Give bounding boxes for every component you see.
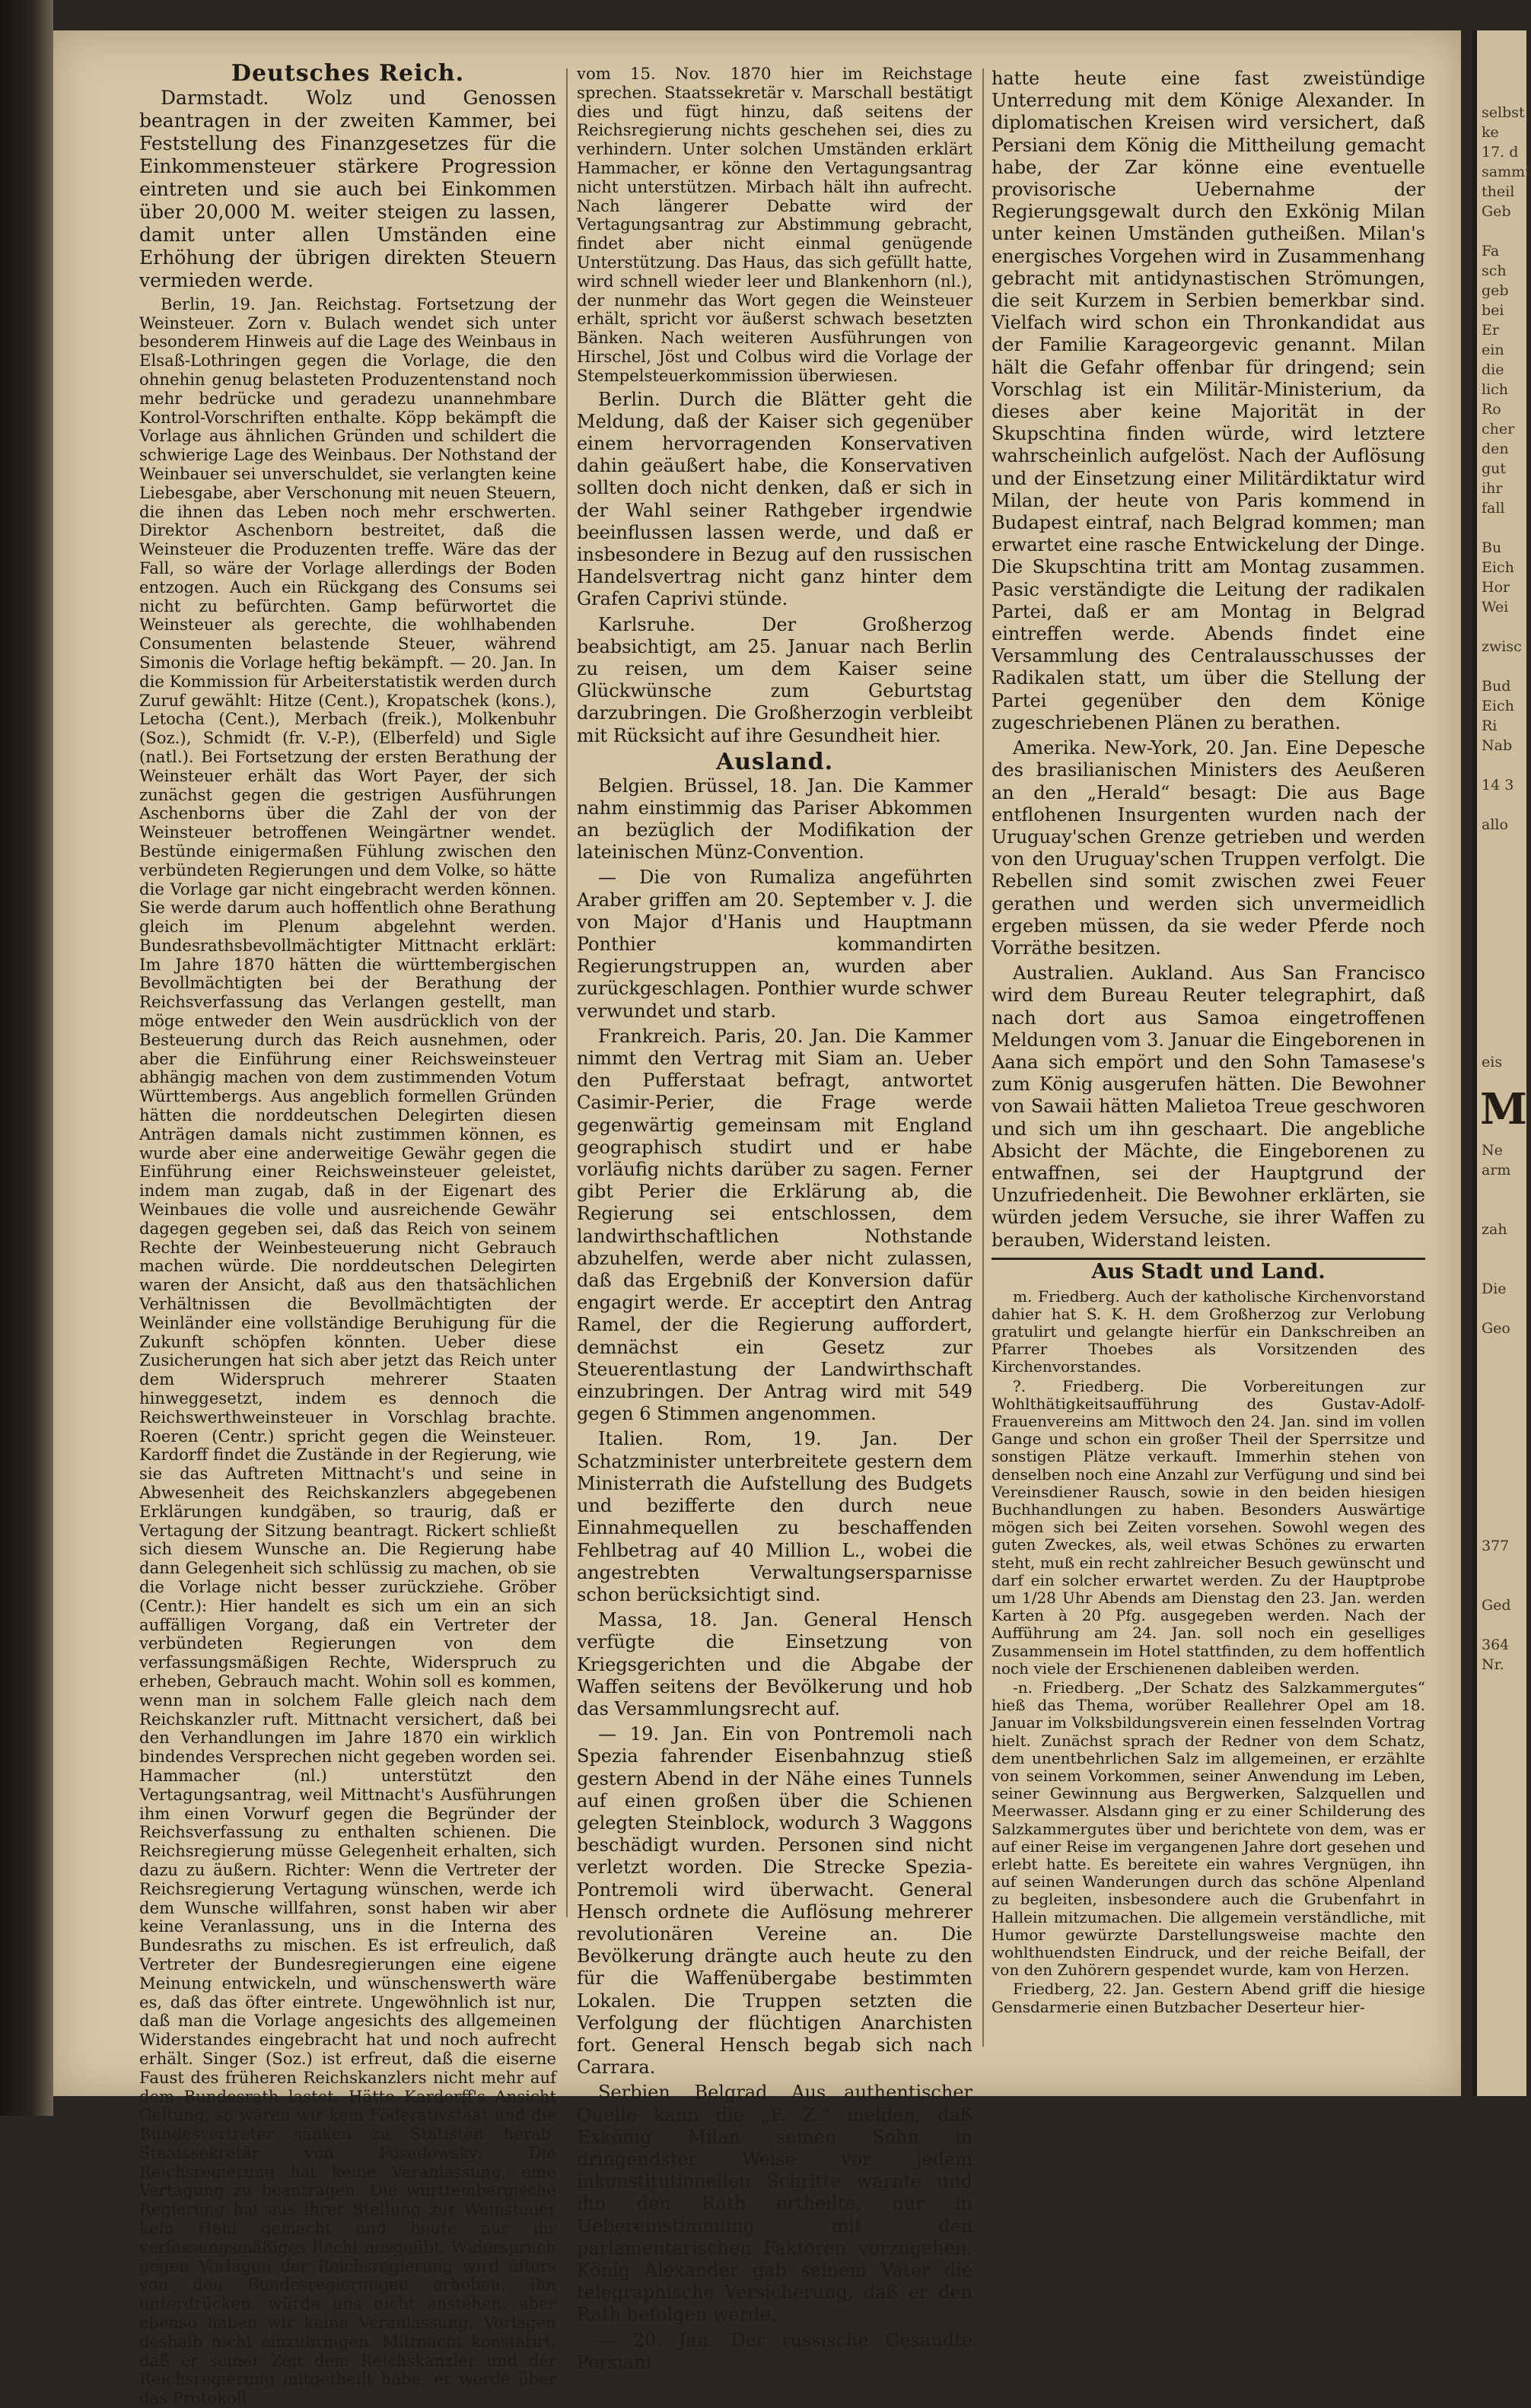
adjacent-page-fragment	[1482, 1615, 1526, 1635]
adjacent-page-fragment	[1482, 755, 1526, 775]
adjacent-page-large-letter: M	[1480, 1084, 1527, 1134]
adjacent-page-fragment: Die	[1482, 1280, 1507, 1297]
adjacent-page-fragment	[1482, 795, 1526, 815]
adjacent-page-fragment	[1482, 1338, 1526, 1358]
adjacent-page-fragment: cher	[1482, 421, 1515, 437]
adjacent-page-fragment	[1482, 1378, 1526, 1398]
adjacent-page-fragment: fall	[1482, 500, 1505, 517]
adjacent-page-fragment	[1482, 1457, 1526, 1477]
adjacent-page-fragment: zah	[1482, 1221, 1507, 1238]
adjacent-page-fragment	[1482, 1013, 1526, 1032]
adjacent-page-fragment: Eich	[1482, 559, 1514, 576]
adjacent-page-fragment: Hor	[1482, 579, 1510, 596]
column-1	[139, 60, 556, 2408]
adjacent-page-fragment	[1482, 1516, 1526, 1536]
local-item-wohltaetigkeit: ?. Friedberg. Die Vorbereitungen zur Wohlthätigkeitsaufführung des Gustav-Adolf-Frauenvereins am Mittwoch den 24. Jan. sind im vollen Gange und schon ein großer Theil der Sperrsitze und sonstigen Plätze verkauft. Immerhin stehen von denselben noch eine Anzahl zur Verfügung und sind bei Vereinsdiener Rausch, sowie in den beiden hiesigen Buchhandlungen zu haben. Besonders Auswärtige mögen sich bei Zeiten vorsehen. Sowohl wegen des guten Zweckes, als, weil etwas Schönes zu erwarten steht, muß ein recht zahlreicher Besuch gewünscht und darf ein solcher erwartet werden. Zu der Hauptprobe um 1/28 Uhr Abends am Dienstag den 23. Jan. werden Karten à 20 Pfg. ausgegeben werden. Nach der Aufführung am 24. Jan. soll noch ein geselliges Zusammensein im Hotel stattfinden, zu dem hoffentlich noch viele der Erschienenen dableiben werden.	[991, 1376, 1425, 1678]
adjacent-page-fragment: Ged	[1482, 1597, 1511, 1614]
adjacent-page-fragment	[1482, 1299, 1526, 1319]
column-rule	[566, 68, 568, 1917]
adjacent-page-fragment: Nab	[1482, 737, 1513, 754]
article-amerika: Amerika. New-York, 20. Jan. Eine Depesche des brasilianischen Ministers des Aeußeren an den „Herald“ besagt: Die aus Bage entflohenen Insurgenten wurden nach der Uruguay'schen Grenze getrieben und werden von den Uruguay'schen Truppen verfolgt. Die Rebellen sind somit zwischen zwei Feuer gerathen und werden sich unvermeidlich ergeben müssen, da sie weder Pferde noch Vorräthe besitzen.	[991, 737, 1425, 959]
adjacent-page-fragment: allo	[1482, 816, 1508, 833]
adjacent-page-fragment: 17. d	[1482, 144, 1519, 161]
adjacent-page-fragment	[1482, 1477, 1526, 1497]
adjacent-page-fragment	[1482, 894, 1526, 914]
column-2	[577, 65, 972, 2377]
adjacent-page-fragment: 377	[1482, 1538, 1510, 1554]
article-massa: Massa, 18. Jan. General Hensch verfügte die Einsetzung von Kriegsgerichten und die Abgabe der Waffen seitens der Bevölkerung und hob das Versammlungsrecht auf.	[577, 1609, 972, 1719]
adjacent-page-fragment	[1482, 1497, 1526, 1516]
adjacent-page-fragment: zwisc	[1482, 638, 1522, 655]
adjacent-page-fragment: arm	[1482, 1162, 1511, 1179]
adjacent-page-fragment: Nr.	[1482, 1656, 1504, 1673]
adjacent-page-fragment: sammt	[1482, 164, 1531, 180]
adjacent-page-fragment: Ro	[1482, 401, 1501, 418]
article-rumaliza: — Die von Rumaliza angeführten Araber griffen am 20. September v. J. die von Major d'Hanis und Hauptmann Ponthier kommandirten Regierungstruppen an, wurden aber zurückgeschlagen. Ponthier wurde schwer verwundet und starb.	[577, 867, 972, 1022]
adjacent-page-fragment	[1482, 914, 1526, 934]
adjacent-page-fragment	[1482, 657, 1526, 676]
adjacent-page-fragment	[1482, 835, 1526, 854]
adjacent-page-fragment	[1482, 221, 1526, 241]
local-item-kirchenvorstand: m. Friedberg. Auch der katholische Kirchenvorstand dahier hat S. K. H. dem Großherzog zur Verlobung gratulirt und gelangte hierfür ein Dankschreiben an Pfarrer Thoebes als Vorsitzenden des Kirchenvorstandes.	[991, 1287, 1425, 1376]
article-belgien: Belgien. Brüssel, 18. Jan. Die Kammer nahm einstimmig das Pariser Abkommen an bezüglich der Modifikation der lateinischen Münz-Convention.	[577, 775, 972, 864]
adjacent-page-fragment: Geb	[1482, 203, 1511, 220]
article-persiani-start: — 20. Jan. Der russische Gesandte Persiani	[577, 2329, 972, 2373]
local-item-deserteur: Friedberg, 22. Jan. Gestern Abend griff die hiesige Gensdarmerie einen Butzbacher Deserteur hier-	[991, 1980, 1425, 2016]
adjacent-page-fragment	[1482, 1200, 1526, 1220]
section-heading-aus-stadt-und-land: Aus Stadt und Land.	[1091, 1259, 1326, 1284]
adjacent-page-fragment: Eich	[1482, 698, 1514, 714]
adjacent-page-fragment: 14 3	[1482, 777, 1514, 794]
adjacent-page-fragment: selbst	[1482, 104, 1525, 121]
article-pontremoli: — 19. Jan. Ein von Pontremoli nach Spezia fahrender Eisenbahnzug stieß gestern Abend in der Nähe eines Tunnels auf einen großen über die Schienen gelegten Steinblock, wodurch 3 Waggons beschädigt wurden. Personen sind nicht verletzt worden. Die Strecke Spezia-Pontremoli wird überwacht. General Hensch ordnete die Auflösung mehrerer revolutionären Vereine an. Die Bevölkerung drängte auch heute zu den für die Waffenübergabe bestimmten Lokalen. Die Truppen setzten die Verfolgung der flüchtigen Anarchisten fort. General Hensch begab sich nach Carrara.	[577, 1723, 972, 2079]
adjacent-page-fragment: gut	[1482, 460, 1507, 477]
article-persiani-cont: hatte heute eine fast zweistündige Unterredung mit dem Könige Alexander. In diplomatischen Kreisen wird versichert, daß Persiani dem König die Mittheilung gemacht habe, der Zar könne eine eventuelle provisorische Uebernahme der Regierungsgewalt durch den Exkönig Milan unter keinen Umständen gutheißen. Milan's energisches Vorgehen wird in Zusammenhang gebracht mit antidynastischen Strömungen, die seit Kurzem in Serbien bemerkbar sind. Vielfach wird schon ein Thronkandidat aus der Familie Karageorgevic genannt. Milan hält die Gefahr offenbar für dringend; sein Vorschlag ist ein Militär-Ministerium, da dieses aber keine Majorität in der Skupschtina finden würde, wird letztere wahrscheinlich aufgelöst. Nach der Auflösung und der Einsetzung einer Militärdiktatur wird Milan, der heute von Paris kommend in Budapest eintraf, nach Belgrad kommen; man erwartet eine rasche Entwickelung der Dinge. Die Skupschtina tritt am Montag zusammen. Pasic verständigte die Leitung der radikalen Partei, daß er am Montag in Belgrad eintreffen werde. Abends findet eine Versammlung des Centralausschusses der Radikalen statt, um über die Stellung der Partei gegenüber den dem Könige zugeschriebenen Plänen zu berathen.	[991, 68, 1425, 733]
adjacent-page-fragment: lich	[1482, 381, 1509, 398]
article-australien: Australien. Aukland. Aus San Francisco wird dem Bureau Reuter telegraphirt, daß nach dort aus Samoa eingetroffenen Meldungen vom 3. Januar die Eingeborenen in Aana sich empört und den Sohn Tamasese's zum König ausgerufen hätten. Die Bewohner von Sawaii hätten Malietoa Treue geschworen und sich um ihn geschaart. Die angebliche Absicht der Mächte, die Eingeborenen zu entwaffnen, sei der Hauptgrund der Unzufriedenheit. Die Bewohner erklärten, sie würden jedem Versuche, sie ihrer Waffen zu berauben, Widerstand leisten.	[991, 962, 1425, 1251]
adjacent-page-fragment: theil	[1482, 183, 1515, 200]
adjacent-page-fragment	[1482, 617, 1526, 637]
column-3	[991, 65, 1425, 2018]
adjacent-page-fragment	[1482, 518, 1526, 538]
adjacent-page-fragment	[1482, 1556, 1526, 1576]
adjacent-page-fragment: ke	[1482, 124, 1499, 141]
article-berlin-reichstag: Berlin, 19. Jan. Reichstag. Fortsetzung der Weinsteuer. Zorn v. Bulach wendet sich unter besonderem Hinweis auf die Lage des Weinbaus in Elsaß-Lothringen gegen die Vorlage, die den ohnehin genug belasteten Produzentenstand noch mehr bedrücke und geradezu unannehmbare Kontrol-Vorschriften enthalte. Köpp bekämpft die Vorlage aus ähnlichen Gründen und schildert die schwierige Lage des Weinbaus. Der Nothstand der Weinbauer sei unverschuldet, sie verlangten keine Liebesgabe, aber Verschonung mit neuen Steuern, die ihnen das Leben noch mehr erschwerten. Direktor Aschenborn bestreitet, daß die Weinsteuer die Produzenten treffe. Wäre das der Fall, so wäre der Vorlage allerdings der Boden entzogen. Auch ein Rückgang des Consums sei nicht zu befürchten. Gamp befürwortet die Weinsteuer als gerechte, die wohlhabenden Consumenten belastende Steuer, während Simonis die Vorlage heftig bekämpft. — 20. Jan. In die Kommission für Arbeiterstatistik werden durch Zuruf gewählt: Hitze (Cent.), Kropatschek (kons.), Letocha (Cent.), Merbach (freik.), Molkenbuhr (Soz.), Schmidt (fr. V.-P.), (Elberfeld) und Sigle (natl.). Bei Fortsetzung der ersten Berathung der Weinsteuer erhält das Wort Payer, der sich zunächst gegen die gestrigen Ausführungen Aschenborns über die Zahl der von der Weinsteuer betroffenen Weingärtner wendet. Bestünde einigermaßen Fühlung zwischen den verbündeten Regierungen und dem Volke, so hätte die Vorlage gar nicht eingebracht werden können. Sie werde darum auch hoffentlich ohne Berathung gleich im Plenum abgelehnt werden. Bundesrathsbevollmächtigter Mittnacht erklärt: Im Jahre 1870 hätten die württembergischen Bevollmächtigten bei der Berathung der Reichsverfassung das Verlangen gestellt, man möge entweder den Wein ausdrücklich von der Besteuerung durch das Reich ausnehmen, oder aber die Einführung einer Reichsweinsteuer abhängig machen von dem zustimmenden Votum Württembergs. Aus angeblich formellen Gründen hätten die norddeutschen Delegirten diesen Anträgen damals nicht zustimmen können, es wurde aber eine anderweitige Gewähr gegen die Einführung einer Reichsweinsteuer geleistet, indem man zugab, daß in der Eigenart des Weinbaues die volle und ausreichende Gewähr dagegen gegeben sei, daß das Reich von seinem Rechte der Weinbesteuerung nicht Gebrauch machen würde. Die norddeutschen Delegirten waren der Ansicht, daß aus den thatsächlichen Verhältnissen die Bevollmächtigten der Weinländer eine vollständige Beruhigung für die Zukunft schöpfen könnten. Ueber diese Zusicherungen hat sich aber jetzt das Reich unter dem Widerspruch mehrerer Staaten hinweggesetzt, indem es dennoch die Reichswerthweinsteuer in Vorschlag brachte. Roeren (Centr.) spricht gegen die Weinsteuer. Kardorff findet die Zustände in der Regierung, wie sie das Auftreten Mittnacht's und seine in Abwesenheit des Reichskanzlers abgegebenen Erklärungen kundgäben, so traurig, daß er Vertagung der Sitzung beantragt. Rickert schließt sich diesem Wunsche an. Die Regierung habe dann Gelegenheit sich schlüssig zu machen, ob sie die Vorlage nicht besser zurückziehe. Gröber (Centr.): Hier handelt es sich um ein an sich auffälligen Vorgang, daß ein Vertreter der verbündeten Regierungen von dem verfassungsmäßigen Rechte, Widerspruch zu erheben, Gebrauch macht. Wohin soll es kommen, wenn man in solchem Falle gleich nach dem Reichskanzler ruft. Mittnacht versichert, daß bei den Verhandlungen im Jahre 1870 ein wirklich bindendes Versprechen nicht gegeben worden sei. Hammacher (nl.) unterstützt den Vertagungsantrag, weil Mittnacht's Ausführungen ihm einen Vorwurf gegen die Begründer der Reichsverfassung zu enthalten schienen. Die Reichsregierung müsse Gelegenheit erhalten, sich dazu zu äußern. Richter: Wenn die Vertreter der Reichsregierung Vertagung wünschen, werde ich dem Wunsche willfahren, sonst haben wir aber keine Veranlassung, uns in die Interna des Bundesraths zu mischen. Es ist erfreulich, daß Vertreter der Bundesregierungen eine eigene Meinung entwickeln, und wünschenswerth wäre es, daß das öfter eintrete. Ungewöhnlich ist nur, daß man die Vorlage angesichts des allgemeinen Widerstandes eingebracht hat und noch aufrecht erhält. Singer (Soz.) ist erfreut, daß die eiserne Faust des früheren Reichskanzlers nicht mehr auf dem Bundesrath lastet. Hätte Kardorff's Ansicht Geltung, so wären wir kein Föderativstaat und die Bundesvertreter sänken zu Statisten herab. Staatssekretär von Posadowsky: Die Reichsregierung hat keine Veranlassung, eine Vertagung zu beantragen. Die württembergische Regierung hat aus ihrer Stellung zur Weinsteuer kein Hehl gemacht und heute nur ihr verfassungsmäßiges Recht ausgeübt. Widerspruch gegen Vorlagen der Reichsregierung wird öfters von den Bundesregierungen erhoben; ihn unterdrücken, würde uns nicht anstehen, aber ebenso haben wir keine Veranlassung, Vorlagen deshalb nicht einzubringen. Mittnacht konstatirt, daß er seiner Zeit dem Reichskanzler und der Reichsregierung mitgetheilt habe, er werde über das Protokoll	[139, 294, 556, 2408]
adjacent-page-fragment: bei	[1482, 302, 1504, 319]
adjacent-page-fragment: sch	[1482, 262, 1507, 279]
book-binding-edge	[0, 0, 53, 2116]
adjacent-page-fragment: den	[1482, 441, 1509, 457]
column-rule	[982, 68, 984, 2047]
adjacent-page-fragment: Er	[1482, 322, 1499, 339]
adjacent-page-fragment: die	[1482, 361, 1504, 378]
adjacent-page-fragment	[1482, 1032, 1526, 1052]
article-darmstadt: Darmstadt. Wolz und Genossen beantragen in der zweiten Kammer, bei Feststellung des Finanzgesetzes für die Einkommensteuer stärkere Progression eintreten und sie auch bei Einkommen über 20,000 M. weiter steigen zu lassen, damit unter allen Umständen eine Erhöhung der übrigen direkten Steuern vermieden werde.	[139, 86, 556, 291]
adjacent-page-fragments	[1477, 30, 1531, 1072]
adjacent-page-fragment: Fa	[1482, 243, 1500, 259]
adjacent-page-fragment	[1482, 1437, 1526, 1457]
adjacent-page-fragment	[1482, 934, 1526, 953]
adjacent-page-fragment	[1482, 1398, 1526, 1417]
adjacent-page-fragment: Ri	[1482, 717, 1498, 734]
local-item-salzkammergut: -n. Friedberg. „Der Schatz des Salzkammergutes“ hieß das Thema, worüber Reallehrer Opel am 18. Januar im Volksbildungsverein einen fesselnden Vortrag hielt. Zunächst sprach der Redner von dem Schatz, dem unentbehrlichen Salz im allgemeinen, er erzählte von seinem Vorkommen, seiner Anwendung im Leben, seiner Gewinnung aus Bergwerken, Salzquellen und Meerwasser. Alsdann ging er zu einer Schilderung des Salzkammergutes über und berichtete von dem, was er auf einer Reise im vergangenen Jahre dort gesehen und erlebt hatte. Es bereitete ein wahres Vergnügen, ihn auf seinen Wanderungen durch das schöne Alpenland zu begleiten, insbesondere auch die Grubenfahrt in Hallein mitzumachen. Die allgemein verständliche, mit Humor gewürzte Darstellungsweise machte den wohlthuendsten Eindruck, und der reiche Beifall, der von den Zuhörern gespendet wurde, kam von Herzen.	[991, 1678, 1425, 1980]
adjacent-page-fragment: eis	[1482, 1054, 1503, 1070]
adjacent-page-fragment	[1482, 973, 1526, 993]
article-continuation: vom 15. Nov. 1870 hier im Reichstage sprechen. Staatssekretär v. Marschall bestätigt dies und fügt hinzu, daß seitens der Reichsregierung nichts geschehen sei, dies zu verhindern. Unter solchen Umständen erklärt Hammacher, er könne den Vertagungsantrag nicht unterstützen. Mirbach hält ihn aufrecht. Nach längerer Debatte wird der Vertagungsantrag zur Abstimmung gebracht, findet aber nicht einmal genügende Unterstützung. Das Haus, das sich gefüllt hatte, wird schnell wieder leer und Blankenhorn (nl.), der nunmehr das Wort gegen die Weinsteuer erhält, spricht vor äußerst schwach besetzten Bänken. Nach weiteren Ausführungen von Hirschel, Jöst und Colbus wird die Vorlage der Stempelsteuerkommission überwiesen.	[577, 64, 972, 385]
adjacent-page-fragment	[1482, 1358, 1526, 1378]
adjacent-page-fragment	[1482, 1576, 1526, 1595]
adjacent-page-fragment: geb	[1482, 282, 1509, 299]
section-heading-ausland: Ausland.	[715, 748, 834, 775]
adjacent-page-fragment: ihr	[1482, 480, 1503, 497]
adjacent-page-fragment: 364	[1482, 1637, 1510, 1653]
adjacent-page-fragment	[1482, 1417, 1526, 1437]
adjacent-page-fragments-lower	[1477, 1134, 1526, 1675]
section-heading-deutsches-reich: Deutsches Reich.	[231, 60, 465, 87]
adjacent-page-fragment	[1482, 1180, 1526, 1200]
adjacent-page-fragment	[1482, 1239, 1526, 1259]
adjacent-page-fragment: Bud	[1482, 678, 1511, 695]
article-serbien: Serbien. Belgrad. Aus authentischer Quelle kann die „F. Z.“ melden, daß Exkönig Milan seinen Sohn in dringendster Weise vor jedem inkonstitutionellen Schritte warnte und ihn den Rath ertheilte, nur in Uebereinstimmung mit den parlamentarischen Faktoren vorzugehen. König Alexander gab seinem Vater die telegraphische Versicherung, daß er den Rath befolgen werde.	[577, 2082, 972, 2326]
adjacent-page-fragment: Geo	[1482, 1320, 1510, 1337]
adjacent-page-fragment	[1482, 1259, 1526, 1279]
article-karlsruhe: Karlsruhe. Der Großherzog beabsichtigt, am 25. Januar nach Berlin zu reisen, um dem Kaiser seine Glückwünsche zum Geburtstag darzubringen. Die Großherzogin verbleibt mit Rücksicht auf ihre Gesundheit hier.	[577, 613, 972, 746]
article-frankreich: Frankreich. Paris, 20. Jan. Die Kammer nimmt den Vertrag mit Siam an. Ueber den Pufferstaat befragt, antwortet Casimir-Perier, die Frage werde gegenwärtig gemeinsam mit England geographisch studirt und er habe vorläufig nichts darüber zu sagen. Ferner gibt Perier die Erklärung ab, die Regierung sei entschlossen, dem landwirthschaftlichen Nothstande abzuhelfen, werde aber nicht zulassen, daß das Ergebniß der Konversion dafür engagirt werde. Er acceptirt den Antrag Ramel, der die Regierung auffordert, demnächst ein Gesetz zur Steuerentlastung der Landwirthschaft einzubringen. Der Antrag wird mit 549 gegen 6 Stimmen angenommen.	[577, 1025, 972, 1425]
adjacent-page-fragment: Bu	[1482, 539, 1502, 556]
adjacent-page-fragment	[1482, 874, 1526, 894]
adjacent-page-fragment	[1482, 993, 1526, 1013]
adjacent-page-fragment: Ne	[1482, 1142, 1503, 1159]
article-berlin-kaiser: Berlin. Durch die Blätter geht die Meldung, daß der Kaiser sich gegenüber einem hervorragenden Konservativen dahin geäußert habe, die Konservativen sollten doch nicht denken, daß er sich in der Wahl seiner Rathgeber irgendwie beeinflussen lassen werde, und daß er insbesondere in Bezug auf den russischen Handelsvertrag nicht ganz hinter dem Grafen Caprivi stünde.	[577, 388, 972, 610]
adjacent-page-fragment: ein	[1482, 342, 1504, 358]
article-italien: Italien. Rom, 19. Jan. Der Schatzminister unterbreitete gestern dem Ministerrath die Aufstellung des Budgets und bezifferte den durch neue Einnahmequellen zu beschaffenden Fehlbetrag auf 40 Million L., wobei die angestrebten Verwaltungsersparnisse schon berücksichtigt sind.	[577, 1428, 972, 1605]
adjacent-page-fragment	[1482, 854, 1526, 874]
adjacent-page-strip	[1472, 30, 1531, 2096]
adjacent-page-fragment	[1482, 953, 1526, 973]
adjacent-page-fragment: Wei	[1482, 599, 1509, 616]
